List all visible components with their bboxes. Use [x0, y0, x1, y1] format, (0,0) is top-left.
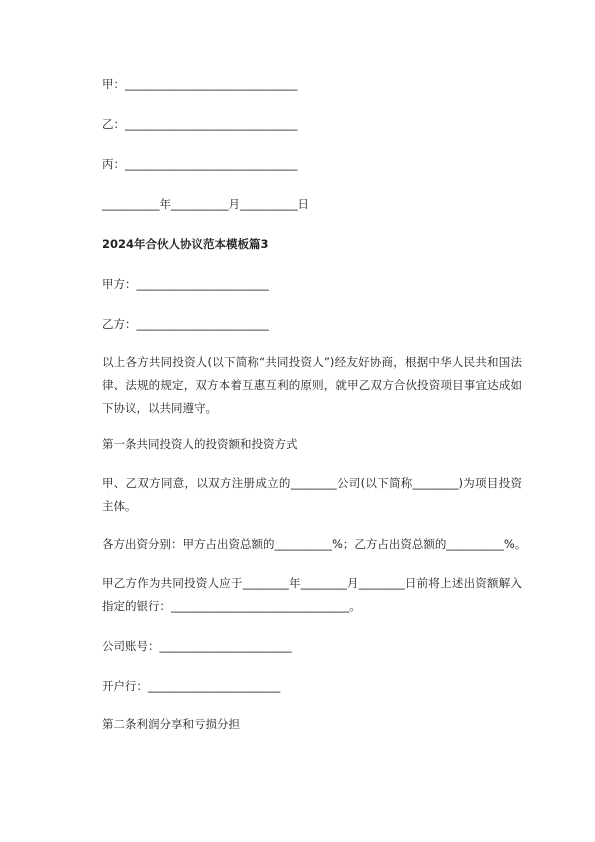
signature-jia: 甲：______________________________ — [102, 77, 298, 91]
article-2-title: 第二条利润分享和亏损分担 — [102, 717, 240, 731]
signature-yi: 乙：______________________________ — [102, 117, 298, 131]
intro-paragraph: 以上各方共同投资人(以下简称“共同投资人”)经友好协商，根据中华人民共和国法律、法规的规定，双方本着互惠互利的原则，就甲乙双方合伙投资项目事宜达成如下协议，以共同遵守。 — [102, 355, 522, 415]
article-1-paragraph-1: 甲、乙双方同意，以双方注册成立的________公司(以下简称________)为项目投资主体。 — [102, 476, 522, 513]
signature-bing: 丙：______________________________ — [102, 157, 298, 171]
article-1-paragraph-2: 各方出资分别：甲方占出资总额的__________%；乙方占出资总额的__________%。 — [102, 537, 527, 551]
section-title: 2024年合伙人协议范本模板篇3 — [102, 237, 269, 251]
article-1-title: 第一条共同投资人的投资额和投资方式 — [102, 437, 298, 451]
signature-date: __________年__________月__________日 — [102, 197, 309, 211]
party-a-field: 甲方：_______________________ — [102, 277, 269, 291]
company-account-field: 公司账号：_______________________ — [102, 639, 292, 653]
article-1-paragraph-3: 甲乙方作为共同投资人应于________年________月________日前将上述出资额解入指定的银行：_______________________________。 — [102, 576, 522, 613]
party-b-field: 乙方：_______________________ — [102, 317, 269, 331]
bank-field: 开户行：_______________________ — [102, 679, 281, 693]
